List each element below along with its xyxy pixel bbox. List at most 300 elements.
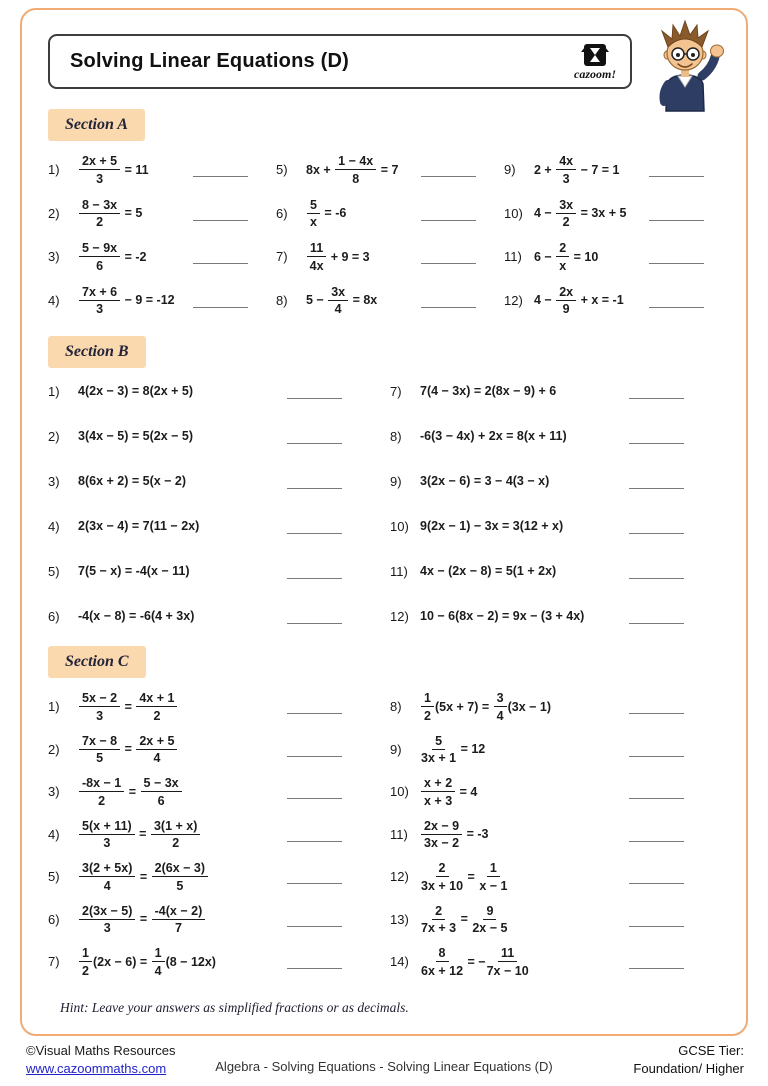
problem-row xyxy=(390,861,720,893)
fraction xyxy=(79,904,135,936)
fraction xyxy=(421,691,434,723)
expression-text: = xyxy=(464,869,479,884)
problem-expression xyxy=(420,819,488,851)
problem-expression xyxy=(420,946,530,978)
expression-text: 2 + xyxy=(534,162,556,177)
fraction xyxy=(307,241,326,273)
problem-grid xyxy=(48,381,720,626)
cazoom-logo xyxy=(574,43,616,80)
answer-blank xyxy=(629,912,684,927)
problem-row xyxy=(390,381,720,401)
fraction-denominator: 2x − 5 xyxy=(472,921,508,935)
page-footer xyxy=(20,1042,748,1084)
section-header: Section A xyxy=(48,109,145,141)
problem-number: 4) xyxy=(48,518,60,534)
problem-row xyxy=(48,606,378,626)
copyright-text: ©Visual Maths Resources xyxy=(26,1043,176,1058)
expression-text: (3x − 1) xyxy=(507,699,552,714)
answer-blank xyxy=(287,954,342,969)
problem-row xyxy=(504,241,720,273)
answer-blank xyxy=(629,827,684,842)
answer-blank xyxy=(287,429,342,444)
fraction-denominator: 8 xyxy=(352,171,360,186)
answer-blank xyxy=(649,162,704,177)
answer-blank xyxy=(193,293,248,308)
fraction-denominator: 6 xyxy=(157,793,165,808)
fraction xyxy=(152,861,208,893)
problem-expression xyxy=(306,285,377,317)
fraction-numerator: 4x + 1 xyxy=(136,691,177,707)
cazoom-website-link[interactable]: www.cazoommaths.com xyxy=(26,1060,167,1076)
answer-blank xyxy=(193,206,248,221)
fraction xyxy=(79,691,120,723)
answer-blank xyxy=(629,784,684,799)
fraction-denominator: 2 xyxy=(172,836,180,850)
footer-left xyxy=(26,1042,176,1077)
mascot-character xyxy=(642,16,728,112)
fraction-numerator: x + 2 xyxy=(421,776,455,792)
footer-breadcrumb: Algebra - Solving Equations - Solving Linear Equations (D) xyxy=(215,1059,553,1074)
problem-number: 4) xyxy=(48,826,60,842)
fraction-numerator: 5 − 9x xyxy=(79,241,120,257)
fraction-numerator: 4x xyxy=(556,154,576,170)
answer-blank xyxy=(629,474,684,489)
expression-text: (8 − 12x) xyxy=(165,954,216,969)
fraction-denominator: 4 xyxy=(496,708,504,723)
fraction-denominator: 4 xyxy=(103,878,111,893)
problem-number: 9) xyxy=(390,473,402,489)
problem-expression xyxy=(78,154,149,186)
expression-text: − 9 = -12 xyxy=(121,293,175,308)
problem-number: 11) xyxy=(504,249,522,265)
problem-expression xyxy=(420,519,563,533)
problem-number: 7) xyxy=(48,954,60,970)
fraction xyxy=(487,946,529,978)
answer-blank xyxy=(629,429,684,444)
fraction-denominator: 3x − 2 xyxy=(424,836,460,850)
problem-number: 3) xyxy=(48,473,60,489)
fraction xyxy=(152,904,206,936)
problem-row xyxy=(390,471,720,491)
answer-blank xyxy=(287,912,342,927)
problem-row xyxy=(48,471,378,491)
problem-expression xyxy=(78,904,206,936)
problem-expression xyxy=(78,429,193,443)
fraction-numerator: 8 xyxy=(436,946,449,962)
problem-expression xyxy=(78,198,142,230)
fraction-denominator: 2 xyxy=(96,215,104,229)
problem-number: 6) xyxy=(48,911,60,927)
fraction-numerator: 3(1 + x) xyxy=(151,819,200,835)
problem-expression xyxy=(420,734,485,766)
fraction xyxy=(79,819,135,851)
problem-number: 13) xyxy=(390,911,409,927)
problem-row xyxy=(390,734,720,766)
section-header: Section B xyxy=(48,336,146,368)
fraction-denominator: x + 3 xyxy=(424,793,453,808)
problem-row xyxy=(48,516,378,536)
problem-number: 5) xyxy=(48,869,60,885)
section-section-b xyxy=(48,336,720,626)
fraction xyxy=(472,904,507,936)
fraction-denominator: 2 xyxy=(424,708,431,723)
problem-row xyxy=(390,819,720,851)
problem-number: 3) xyxy=(48,249,60,265)
fraction-numerator: 2(3x − 5) xyxy=(79,904,135,920)
problem-number: 1) xyxy=(48,162,60,178)
expression-text: = xyxy=(121,699,136,714)
problem-number: 2) xyxy=(48,428,60,444)
problem-row xyxy=(390,426,720,446)
expression-text: 3(2x − 6) = 3 − 4(3 − x) xyxy=(420,474,550,488)
problem-grid xyxy=(48,691,720,978)
problem-number: 2) xyxy=(48,741,60,757)
problem-row xyxy=(390,946,720,978)
problem-number: 12) xyxy=(390,608,409,624)
answer-blank xyxy=(629,609,684,624)
problem-row xyxy=(48,561,378,581)
fraction xyxy=(151,819,200,851)
fraction-numerator: 3 xyxy=(494,691,507,707)
fraction xyxy=(556,285,576,317)
problem-number: 8) xyxy=(390,699,402,715)
problem-number: 6) xyxy=(48,608,60,624)
problem-number: 12) xyxy=(390,869,409,885)
fraction-numerator: 2x − 9 xyxy=(421,819,462,835)
fraction-numerator: 7x − 8 xyxy=(79,734,120,750)
problem-expression xyxy=(78,384,193,398)
problem-expression xyxy=(420,609,584,623)
expression-text: -6(3 − 4x) + 2x = 8(x + 11) xyxy=(420,429,567,443)
fraction-denominator: 7x − 10 xyxy=(486,963,529,978)
problem-row xyxy=(276,241,492,273)
problem-number: 6) xyxy=(276,205,288,221)
fraction-denominator: x xyxy=(559,258,567,273)
problem-row xyxy=(276,198,492,230)
expression-text: 10 − 6(8x − 2) = 9x − (3 + 4x) xyxy=(420,609,585,623)
fraction xyxy=(79,734,120,766)
page-title: Solving Linear Equations (D) xyxy=(70,50,349,72)
fraction-denominator: 3x + 1 xyxy=(421,751,457,765)
fraction-denominator: 2 xyxy=(82,963,89,978)
fraction-numerator: 5x − 2 xyxy=(79,691,120,707)
fraction-denominator: 4x xyxy=(309,258,324,273)
expression-text: 4(2x − 3) = 8(2x + 5) xyxy=(78,384,194,398)
expression-text: − 7 = 1 xyxy=(577,162,620,177)
problem-number: 8) xyxy=(390,428,402,444)
worksheet-frame xyxy=(20,8,748,1036)
fraction xyxy=(79,198,120,230)
fraction-denominator: 3 xyxy=(96,708,104,723)
problem-row xyxy=(48,691,378,723)
fraction-denominator: 4 xyxy=(334,302,342,316)
fraction xyxy=(152,946,165,978)
fraction-numerator: 1 xyxy=(152,946,165,962)
problem-row xyxy=(390,776,720,808)
problem-expression xyxy=(78,285,175,317)
problem-expression xyxy=(420,564,556,578)
tier-label: GCSE Tier: xyxy=(678,1043,744,1058)
expression-text: (5x + 7) = xyxy=(434,699,493,714)
sections-container xyxy=(48,89,720,978)
fraction-denominator: 3x + 10 xyxy=(421,878,464,893)
fraction-numerator: 1 xyxy=(487,861,500,877)
header-row xyxy=(48,34,720,89)
problem-number: 8) xyxy=(276,292,288,308)
problem-row xyxy=(390,691,720,723)
fraction xyxy=(79,946,92,978)
problem-number: 4) xyxy=(48,292,60,308)
fraction-denominator: 3 xyxy=(103,836,111,850)
answer-blank xyxy=(629,869,684,884)
fraction xyxy=(479,861,507,893)
problem-number: 12) xyxy=(504,292,523,308)
footer-tier xyxy=(633,1042,744,1077)
fraction-numerator: 3x xyxy=(556,198,576,214)
answer-blank xyxy=(287,784,342,799)
fraction-denominator: 4 xyxy=(154,963,162,978)
fraction xyxy=(421,861,463,893)
problem-expression xyxy=(78,946,216,978)
problem-expression xyxy=(420,691,551,723)
fraction-numerator: 11 xyxy=(307,241,326,257)
fraction-denominator: x xyxy=(310,215,317,229)
expression-text: -4(x − 8) = -6(4 + 3x) xyxy=(78,609,195,623)
fraction-numerator: 2 xyxy=(556,241,569,257)
fraction-denominator: 3 xyxy=(562,171,570,186)
fraction xyxy=(141,776,182,808)
fraction xyxy=(136,734,177,766)
fraction-numerator: 3(2 + 5x) xyxy=(79,861,135,877)
answer-blank xyxy=(193,162,248,177)
problem-expression xyxy=(420,429,567,443)
problem-row xyxy=(48,819,378,851)
problem-row xyxy=(48,154,264,186)
fraction-numerator: 1 xyxy=(421,691,434,707)
problem-expression xyxy=(534,154,620,186)
expression-text: 9(2x − 1) − 3x = 3(12 + x) xyxy=(420,519,564,533)
fraction-denominator: 3 xyxy=(103,921,111,935)
problem-expression xyxy=(78,734,178,766)
problem-expression xyxy=(306,198,346,230)
expression-text: = xyxy=(457,912,472,927)
problem-expression xyxy=(306,154,398,186)
fraction-numerator: 2x + 5 xyxy=(136,734,177,750)
expression-text: = 12 xyxy=(457,742,486,757)
fraction-denominator: 3 xyxy=(96,171,104,186)
fraction-numerator: 2x + 5 xyxy=(79,154,120,170)
problem-number: 10) xyxy=(390,518,409,534)
section-header: Section C xyxy=(48,646,146,678)
problem-number: 5) xyxy=(48,563,60,579)
answer-blank xyxy=(287,519,342,534)
problem-expression xyxy=(78,564,190,578)
problem-row xyxy=(504,154,720,186)
answer-blank xyxy=(421,249,476,264)
expression-text: 5 − xyxy=(306,293,328,308)
problem-expression xyxy=(78,861,209,893)
problem-expression xyxy=(78,819,201,851)
fraction xyxy=(421,776,455,808)
problem-row xyxy=(48,776,378,808)
fraction-denominator: 6 xyxy=(96,258,104,273)
fraction xyxy=(307,198,320,230)
problem-number: 9) xyxy=(390,741,402,757)
expression-text: = -3 xyxy=(463,827,489,842)
fraction-numerator: 8 − 3x xyxy=(79,198,120,214)
problem-number: 11) xyxy=(390,826,408,842)
fraction-denominator: 7x + 3 xyxy=(421,921,457,935)
problem-row xyxy=(48,734,378,766)
answer-blank xyxy=(629,384,684,399)
title-box xyxy=(48,34,632,89)
fraction-denominator: 2 xyxy=(98,793,106,808)
expression-text: + x = -1 xyxy=(577,293,624,308)
fraction xyxy=(556,198,576,230)
expression-text: = 7 xyxy=(377,162,399,177)
fraction-denominator: 2 xyxy=(562,215,570,229)
problem-number: 10) xyxy=(504,205,523,221)
hint-text: Hint: Leave your answers as simplified fractions or as decimals. xyxy=(60,1000,409,1015)
problem-row xyxy=(504,198,720,230)
expression-text: = 5 xyxy=(121,206,143,221)
problem-row xyxy=(48,861,378,893)
fraction-numerator: -8x − 1 xyxy=(79,776,124,792)
expression-text: 4 − xyxy=(534,206,556,221)
fraction-numerator: 9 xyxy=(483,904,496,920)
fraction xyxy=(421,946,463,978)
fraction xyxy=(556,241,569,273)
problem-row xyxy=(48,198,264,230)
fraction-denominator: 7 xyxy=(174,921,182,935)
fraction-denominator: 4 xyxy=(153,751,161,765)
fraction-denominator: 5 xyxy=(96,751,104,765)
fraction-numerator: 2(6x − 3) xyxy=(152,861,208,877)
fraction-denominator: x − 1 xyxy=(479,878,508,893)
fraction-numerator: 5 xyxy=(307,198,320,214)
fraction-numerator: 2 xyxy=(436,861,449,877)
expression-text: 7(4 − 3x) = 2(8x − 9) + 6 xyxy=(420,384,557,398)
problem-row xyxy=(390,561,720,581)
answer-blank xyxy=(287,869,342,884)
problem-expression xyxy=(420,861,508,893)
problem-expression xyxy=(78,519,199,533)
problem-number: 5) xyxy=(276,162,288,178)
fraction-denominator: 5 xyxy=(176,878,184,893)
fraction-denominator: 6x + 12 xyxy=(421,963,464,978)
problem-row xyxy=(276,285,492,317)
problem-expression xyxy=(78,691,178,723)
section-section-c xyxy=(48,646,720,978)
problem-expression xyxy=(420,776,477,808)
expression-text: 7(5 − x) = -4(x − 11) xyxy=(78,564,190,578)
problem-expression xyxy=(534,198,626,230)
expression-text: 4 − xyxy=(534,293,556,308)
fraction xyxy=(421,734,456,766)
problem-expression xyxy=(306,241,370,273)
problem-expression xyxy=(78,241,146,273)
expression-text: = xyxy=(125,784,140,799)
answer-blank xyxy=(629,954,684,969)
expression-text: = 8x xyxy=(349,293,378,308)
fraction-numerator: 1 − 4x xyxy=(335,154,376,170)
problem-number: 1) xyxy=(48,699,60,715)
problem-number: 1) xyxy=(48,383,60,399)
answer-blank xyxy=(287,827,342,842)
fraction-numerator: -4(x − 2) xyxy=(152,904,206,920)
fraction xyxy=(79,861,135,893)
answer-blank xyxy=(649,249,704,264)
expression-text: 4x − (2x − 8) = 5(1 + 2x) xyxy=(420,564,557,578)
problem-expression xyxy=(420,474,549,488)
fraction-numerator: 11 xyxy=(498,946,517,962)
problem-row xyxy=(48,381,378,401)
answer-blank xyxy=(421,206,476,221)
fraction-numerator: 5(x + 11) xyxy=(79,819,135,835)
expression-text: = xyxy=(136,869,151,884)
fraction xyxy=(556,154,576,186)
fraction-numerator: 2 xyxy=(432,904,445,920)
expression-text: 6 − xyxy=(534,249,556,264)
problem-expression xyxy=(420,904,508,936)
problem-row xyxy=(390,516,720,536)
cazoom-logo-text: cazoom! xyxy=(574,67,616,81)
problem-expression xyxy=(534,241,598,273)
answer-blank xyxy=(287,384,342,399)
problem-expression xyxy=(534,285,624,317)
fraction xyxy=(136,691,177,723)
problem-grid xyxy=(48,154,720,316)
answer-blank xyxy=(193,249,248,264)
problem-number: 3) xyxy=(48,784,60,800)
problem-number: 9) xyxy=(504,162,516,178)
expression-text: = 4 xyxy=(456,784,478,799)
problem-expression xyxy=(78,474,186,488)
expression-text: = -6 xyxy=(320,206,347,221)
cazoom-logo-icon xyxy=(580,43,610,67)
expression-text: = xyxy=(121,742,136,757)
fraction xyxy=(79,285,120,317)
expression-text: 8(6x + 2) = 5(x − 2) xyxy=(78,474,187,488)
expression-text: (2x − 6) = xyxy=(92,954,151,969)
problem-row xyxy=(390,904,720,936)
problem-expression xyxy=(420,384,556,398)
answer-blank xyxy=(629,742,684,757)
problem-number: 2) xyxy=(48,205,60,221)
answer-blank xyxy=(649,293,704,308)
expression-text: = xyxy=(136,912,151,927)
fraction xyxy=(421,819,462,851)
problem-expression xyxy=(78,776,183,808)
tier-value: Foundation/ Higher xyxy=(633,1060,744,1076)
fraction xyxy=(335,154,376,186)
answer-blank xyxy=(287,609,342,624)
fraction xyxy=(79,154,120,186)
problem-number: 10) xyxy=(390,784,409,800)
expression-text: 8x + xyxy=(306,162,335,177)
problem-row xyxy=(276,154,492,186)
answer-blank xyxy=(421,293,476,308)
expression-text: + 9 = 3 xyxy=(327,249,370,264)
problem-number: 7) xyxy=(276,249,288,265)
fraction-numerator: 5 xyxy=(432,734,445,750)
section-section-a xyxy=(48,109,720,316)
problem-row xyxy=(390,606,720,626)
fraction xyxy=(79,241,120,273)
problem-row xyxy=(48,904,378,936)
fraction xyxy=(494,691,507,723)
expression-text: = 10 xyxy=(570,249,599,264)
